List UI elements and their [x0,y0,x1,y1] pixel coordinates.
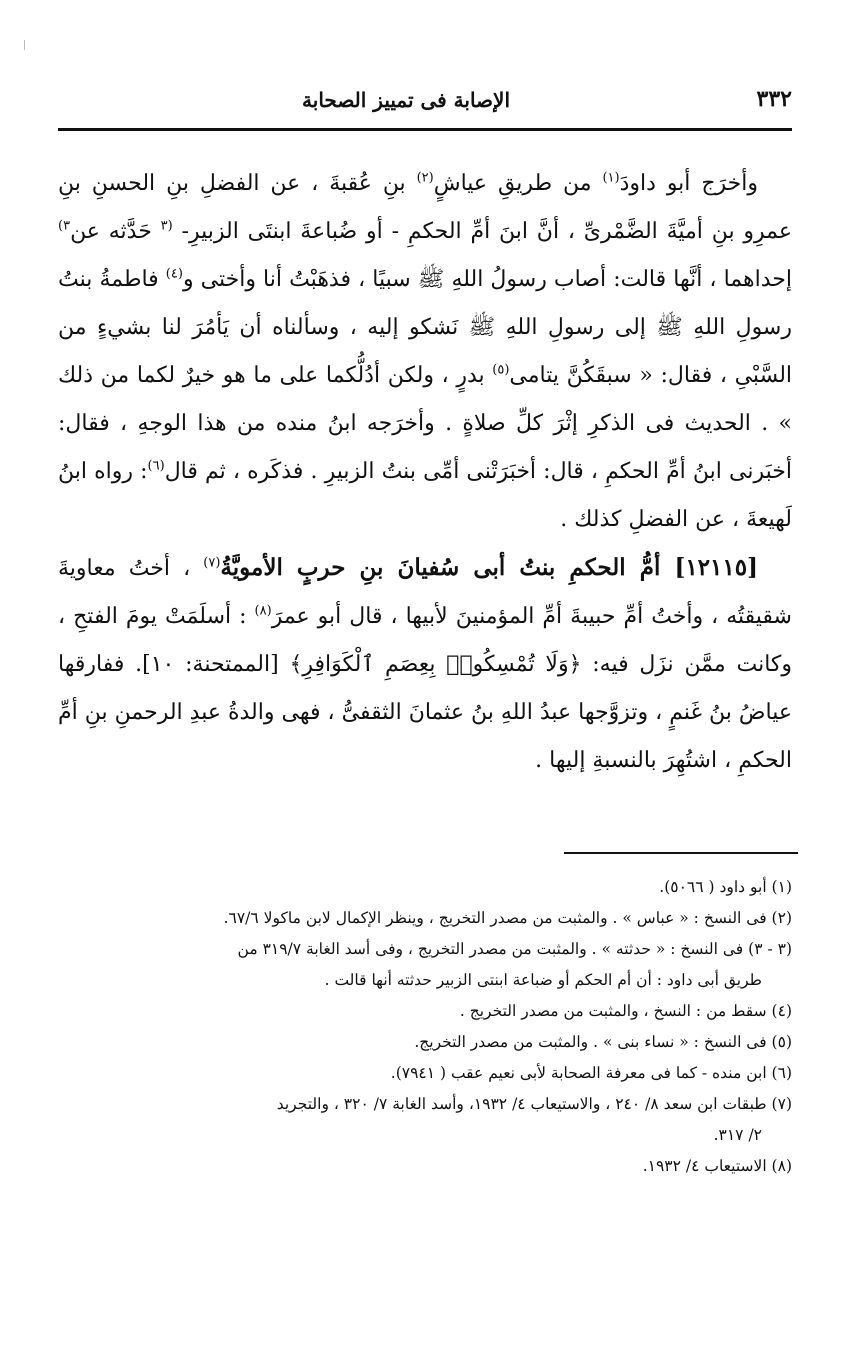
footnote-ref: (٦) [147,458,165,474]
running-title: الإصابة فى تمييز الصحابة [302,88,510,112]
entry-title: أمُّ الحكمِ بنتُ أبى سُفيانَ بنِ حربٍ الأمويَّةُ [220,554,675,581]
footnote-ref: (٣ [160,218,173,234]
footnote-ref: (٨) [254,603,272,619]
footnote-2: (٢) فى النسخ : « عباس » . والمثبت من مصدر التخريج ، وينظر الإكمال لابن ماكولا ٦٧/٦. [223,909,792,927]
footnote-5: (٥) فى النسخ : « نساء بنى » . والمثبت من مصدر التخريج. [414,1033,792,1051]
footnote-ref: (٧) [203,555,221,571]
footnote-ref: (١) [602,170,620,186]
footnote-ref: (٢) [416,170,434,186]
margin-mark [24,40,25,50]
entry-number: [١٢١١٥] [674,554,758,581]
footnote-6: (٦) ابن منده - كما فى معرفة الصحابة لأبى نعيم عقب ( ٧٩٤١). [390,1064,792,1082]
footnote-4: (٤) سقط من : النسخ ، والمثبت من مصدر التخريج . [459,1002,792,1020]
footnote-rule [564,852,798,854]
footnote-7: (٧) طبقات ابن سعد ٨/ ٢٤٠ ، والاستيعاب ٤/ ١٩٣٢، وأسد الغابة ٧/ ٣٢٠ ، والتجريد ٢/ ٣١٧. [276,1095,792,1144]
footnote-ref: (٤) [165,266,183,282]
footnote-ref: (٥) [492,362,510,378]
page-header [58,86,792,122]
footnote-3: (٣ - ٣) فى النسخ : « حدثته » . والمثبت من مصدر التخريج ، وفى أسد الغابة ٣١٩/٧ من طريق أبى داود : أن أم الحكم أو ضباعة ابنتى الزبير حدثته أنها قالت . [237,940,792,989]
main-text [58,160,792,785]
page-number: ٣٣٢ [756,86,792,112]
paragraph-entry: [١٢١١٥] أمُّ الحكمِ بنتُ أبى سُفيانَ بنِ حربٍ الأمويَّةُ$^{(٧)}$ ، أختُ معاويةَ شقيقتُه ، وأختُ أمِّ حبيبةَ أمِّ المؤمنينَ لأبيها ، قال أبو عمرَ$^{(٨)}$ : أسلَمَتْ يومَ الفتحِ ، وكانت ممَّن نزَل فيه: ﴿وَلَا تُمْسِكُوا۟ بِعِصَمِ ٱلْكَوَافِرِ﴾ [الممتحنة: ١٠]. ففارقها عياضُ بنُ غَنمٍ ، وتزوَّجها عبدُ اللهِ بنُ عثمانَ الثقفىُّ ، فهى والدةُ عبدِ الرحمنِ بنِ أمِّ الحكمِ ، اشتُهِرَ بالنسبةِ إليها . [58,554,793,773]
footnote-1: (١) أبو داود ( ٥٠٦٦). [659,878,792,896]
footnote-ref: ٣) [58,218,71,234]
paragraph-hadith: وأخرَج أبو داودَ$^{(١)}$ من طريقِ عياشٍ$^{(٢)}$ بنِ عُقبةَ ، عن الفضلِ بنِ الحسنِ بنِ عمرِو بنِ أميَّةَ الضَّمْرىِّ ، أنَّ ابنَ أمِّ الحكمِ - أو ضُباعةَ ابنتَى الزبيرِ- $^{(٣}$ حَدَّثه عن$^{٣)}$ إحداهما ، أنَّها قالت: أصاب رسولُ اللهِ ﷺ سبيًا ، فذهَبْتُ أنا وأختى و$^{(٤)}$ فاطمةُ بنتُ رسولِ اللهِ ﷺ إلى رسولِ اللهِ ﷺ نَشكو إليه ، وسألناه أن يَأمُرَ لنا بشيءٍ من السَّبْىِ ، فقال: « سبقَكُنَّ يتامى$^{(٥)}$ بدرٍ ، ولكن أدُلُّكما على ما هو خيرٌ لكما من ذلك » . الحديث فى الذكرِ إثْرَ كلِّ صلاةٍ . وأخرَجه ابنُ منده من هذا الوجهِ ، فقال: أخبَرنى ابنُ أمِّ الحكمِ ، قال: أخبَرَتْنى أمِّى بنتُ الزبيرِ . فذكَره ، ثم قال$^{(٦)}$: رواه ابنُ لَهيعةَ ، عن الفضلِ كذلك . [58,170,793,532]
footnote-8: (٨) الاستيعاب ٤/ ١٩٣٢. [642,1157,792,1175]
header-rule [58,128,792,131]
footnotes [58,872,792,1182]
